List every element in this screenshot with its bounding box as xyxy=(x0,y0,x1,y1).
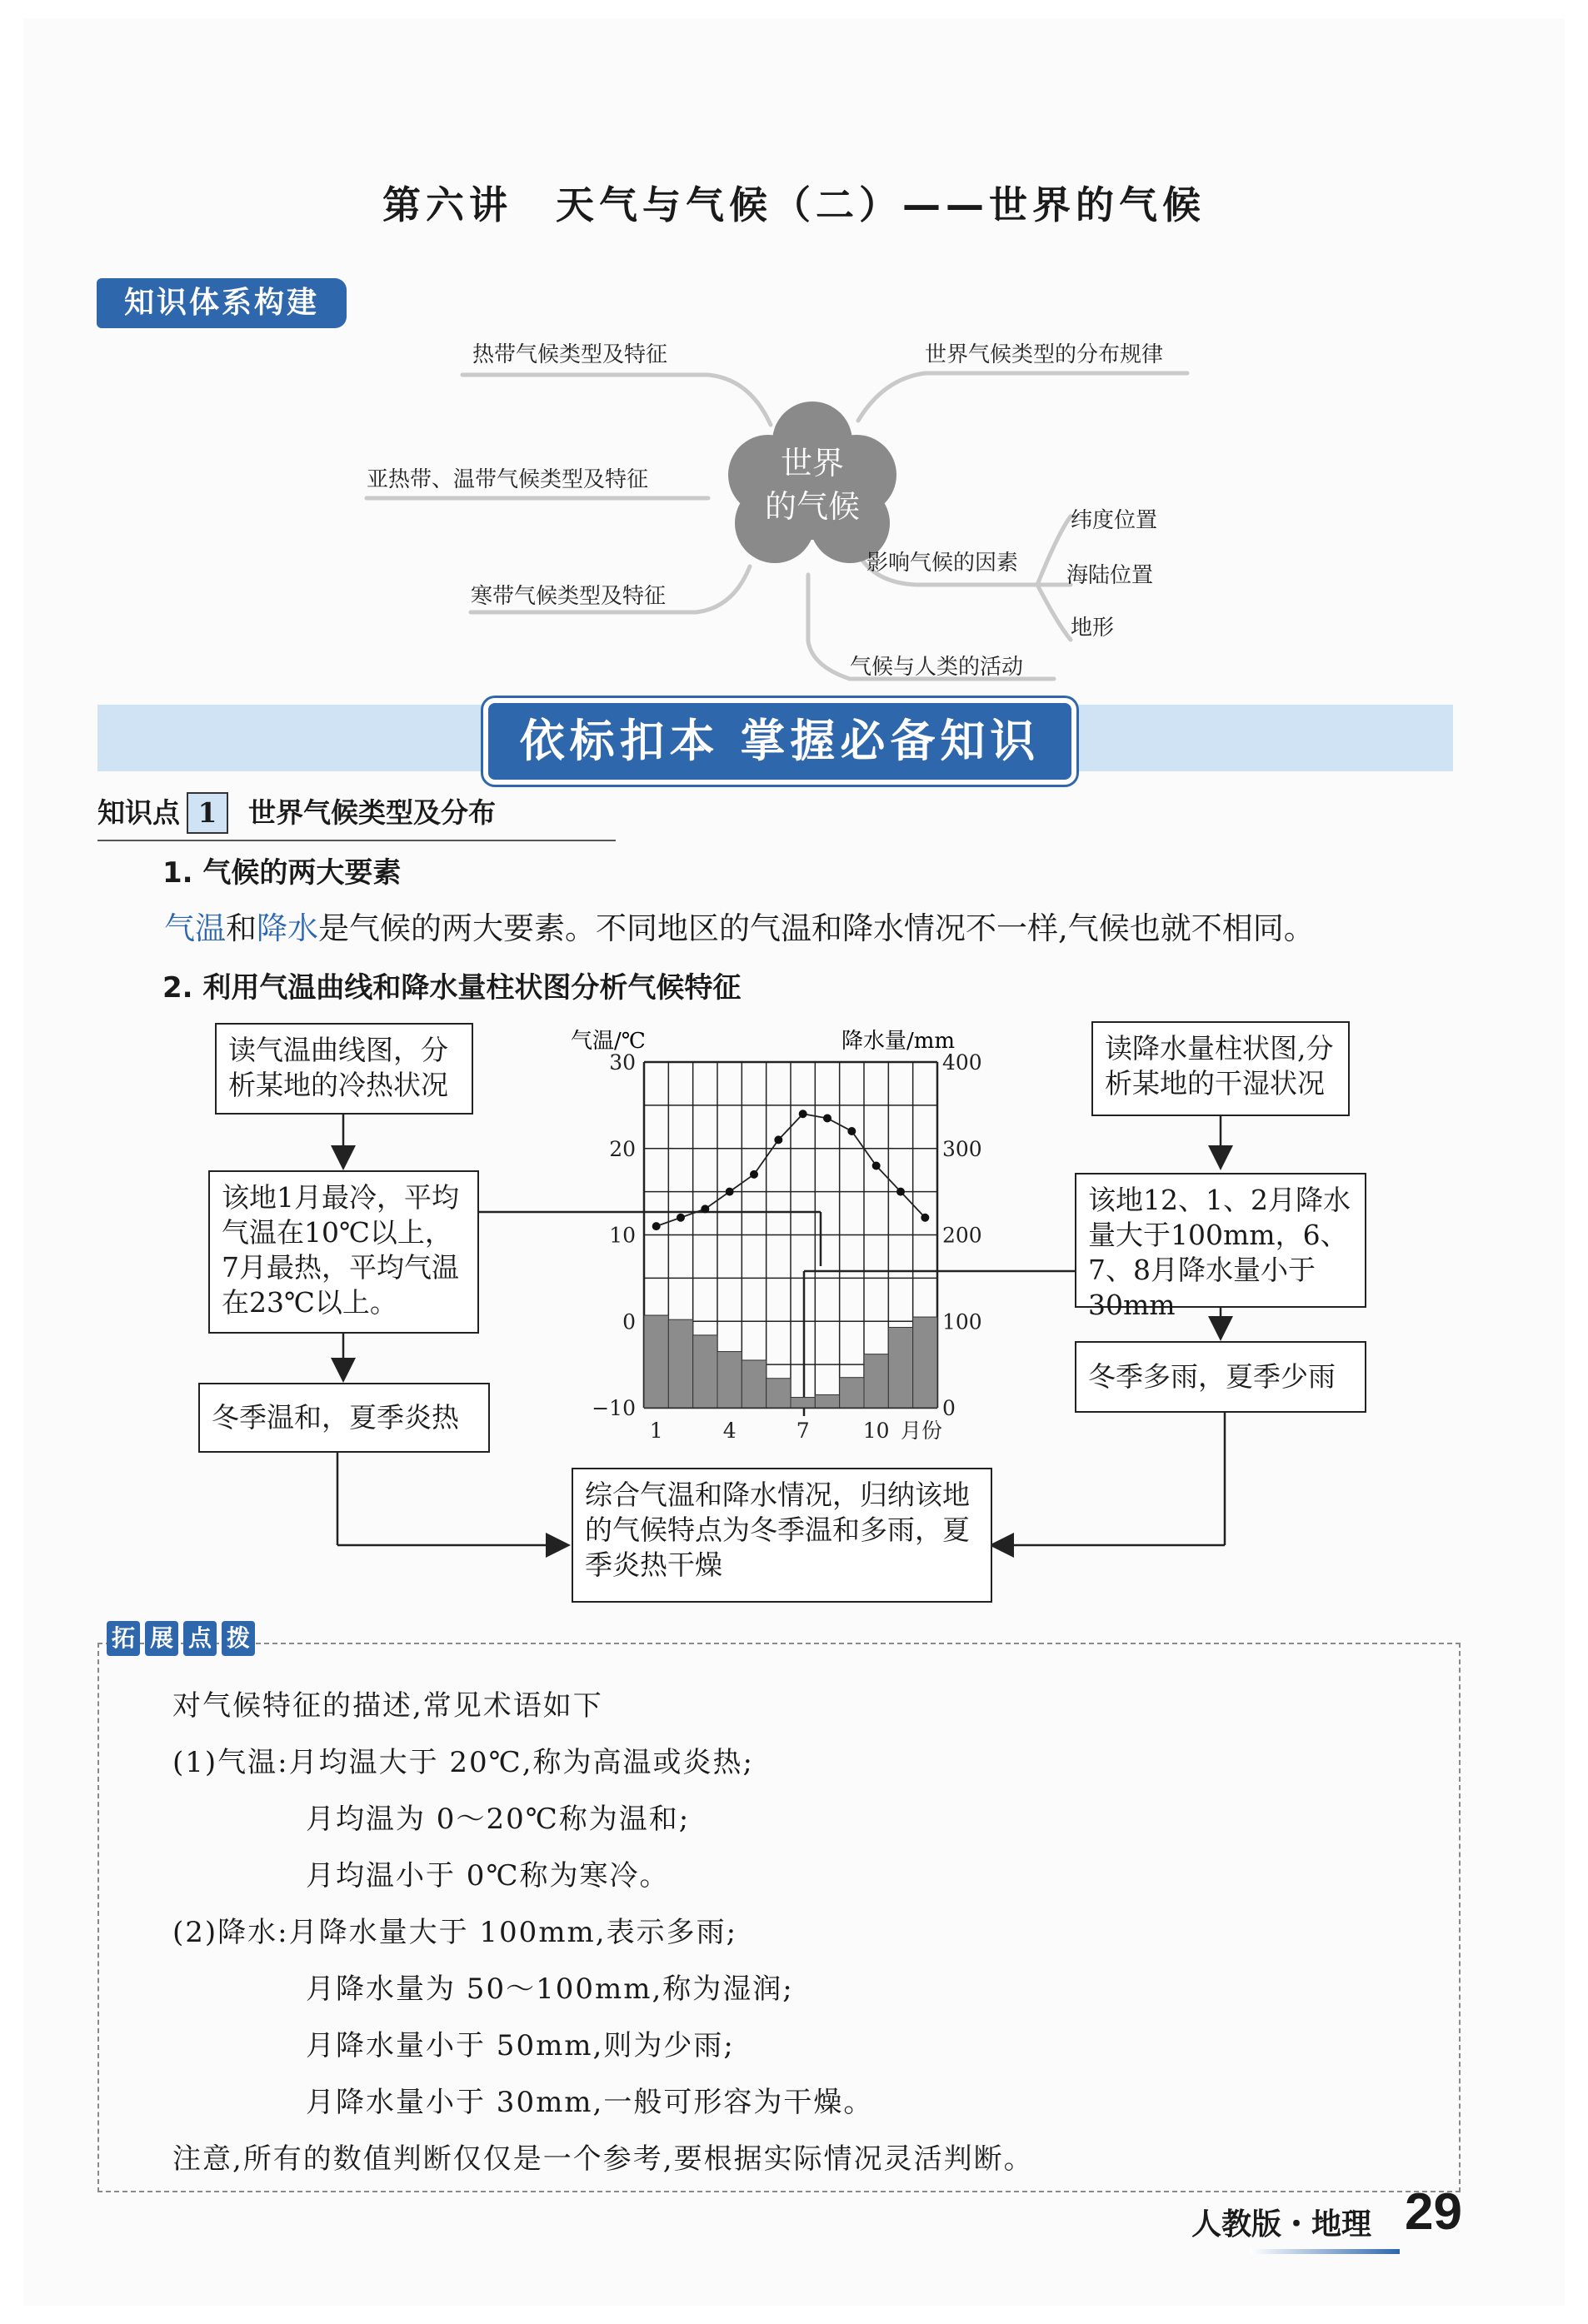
left-tick-label: −10 xyxy=(592,1396,636,1420)
climate-chart xyxy=(567,1025,1000,1458)
precipitation-bar xyxy=(888,1328,912,1408)
section1-rest: 是气候的两大要素。不同地区的气温和降水情况不一样,气候也就不相同。 xyxy=(318,910,1315,946)
section-banner-text: 依标扣本 掌握必备知识 xyxy=(519,715,1041,767)
knowledge-point-number: 1 xyxy=(187,792,228,834)
right-tick-label: 100 xyxy=(942,1309,982,1334)
section2-heading: 2. 利用气温曲线和降水量柱状图分析气候特征 xyxy=(162,971,742,1005)
precipitation-bar xyxy=(864,1354,888,1408)
ext-tag-char-3: 点 xyxy=(183,1621,217,1656)
term-temperature: 气温 xyxy=(164,910,226,946)
left-tick-label: 0 xyxy=(622,1309,636,1334)
page-number: 29 xyxy=(1405,2183,1462,2241)
branch-factors: 影响气候的因素 xyxy=(866,551,1019,576)
footer-brand: 人教版・地理 xyxy=(1191,2207,1372,2242)
precipitation-bar xyxy=(668,1319,692,1408)
ext-line-2: (1)气温:月均温大于 20℃,称为高温或炎热; xyxy=(172,1746,754,1779)
precipitation-bar xyxy=(791,1398,815,1408)
knowledge-system-label: 知识体系构建 xyxy=(97,278,347,328)
temperature-point xyxy=(726,1188,734,1196)
left-tick-label: 20 xyxy=(609,1136,636,1161)
temperature-point xyxy=(677,1214,685,1222)
extension-tag xyxy=(107,1621,260,1663)
branch-frigid: 寒带气候类型及特征 xyxy=(471,584,667,609)
branch-tropical: 热带气候类型及特征 xyxy=(472,342,668,367)
term-precipitation: 降水 xyxy=(257,910,318,946)
x-unit-label: 月份 xyxy=(901,1419,943,1443)
term-connector: 和 xyxy=(226,910,257,946)
precipitation-bar xyxy=(742,1360,766,1408)
ext-line-7: 月降水量小于 50mm,则为少雨; xyxy=(306,2029,735,2062)
temperature-point xyxy=(896,1188,905,1196)
temperature-point xyxy=(847,1127,856,1135)
left-tick-label: 10 xyxy=(609,1223,636,1248)
precipitation-bar xyxy=(840,1378,864,1408)
box-temperature-result: 冬季温和，夏季炎热 xyxy=(198,1383,490,1453)
ext-tag-char-1: 拓 xyxy=(107,1621,140,1656)
knowledge-point-prefix: 知识点 xyxy=(97,796,180,829)
x-tick-label: 7 xyxy=(796,1419,810,1443)
factor-latitude: 纬度位置 xyxy=(1071,508,1158,533)
branch-distribution: 世界气候类型的分布规律 xyxy=(925,342,1164,367)
section1-heading: 1. 气候的两大要素 xyxy=(162,856,402,890)
right-tick-label: 0 xyxy=(942,1396,956,1420)
ext-tag-char-4: 拨 xyxy=(222,1621,255,1656)
temperature-point xyxy=(774,1135,782,1144)
box-summary: 综合气温和降水情况，归纳该地的气候特点为冬季温和多雨，夏季炎热干燥 xyxy=(572,1468,992,1603)
box-precipitation-result: 冬季多雨，夏季少雨 xyxy=(1075,1341,1366,1413)
precipitation-bar xyxy=(693,1335,717,1408)
x-tick-label: 4 xyxy=(722,1419,737,1443)
x-tick-label: 1 xyxy=(649,1419,663,1443)
factor-terrain: 地形 xyxy=(1071,616,1115,641)
temperature-point xyxy=(872,1162,881,1170)
box-temperature-detail: 该地1月最冷，平均气温在10℃以上，7月最热，平均气温在23℃以上。 xyxy=(208,1170,479,1334)
x-tick-label: 10 xyxy=(862,1419,890,1443)
ext-line-3: 月均温为 0～20℃称为温和; xyxy=(306,1803,691,1836)
temperature-point xyxy=(799,1110,807,1118)
ext-line-5: (2)降水:月降水量大于 100mm,表示多雨; xyxy=(172,1916,738,1949)
temperature-point xyxy=(921,1214,929,1222)
ext-line-4: 月均温小于 0℃称为寒冷。 xyxy=(306,1859,670,1893)
right-axis-label: 降水量/mm xyxy=(841,1029,956,1054)
temperature-point xyxy=(701,1204,709,1213)
branch-human: 气候与人类的活动 xyxy=(850,655,1024,680)
ext-line-6: 月降水量为 50～100mm,称为湿润; xyxy=(306,1972,794,2006)
page-title: 第六讲 天气与气候（二）——世界的气候 xyxy=(382,182,1206,227)
ext-line-8: 月降水量小于 30mm,一般可形容为干燥。 xyxy=(306,2086,874,2119)
branch-subtropical: 亚热带、温带气候类型及特征 xyxy=(367,467,649,492)
box-precipitation-detail: 该地12、1、2月降水量大于100mm，6、7、8月降水量小于30mm xyxy=(1075,1173,1366,1308)
knowledge-point-title: 世界气候类型及分布 xyxy=(248,796,496,829)
right-tick-label: 400 xyxy=(942,1050,982,1075)
precipitation-bar xyxy=(717,1352,742,1408)
precipitation-bar xyxy=(767,1379,791,1408)
center-line-2: 的气候 xyxy=(764,488,860,525)
center-line-1: 世界 xyxy=(780,445,844,481)
precipitation-bar xyxy=(913,1317,937,1408)
footer-underline xyxy=(1250,2249,1400,2254)
left-tick-label: 30 xyxy=(609,1050,636,1075)
temperature-point xyxy=(750,1170,758,1179)
right-tick-label: 300 xyxy=(942,1136,982,1161)
precipitation-bar xyxy=(644,1315,668,1408)
box-read-precipitation: 读降水量柱状图,分析某地的干湿状况 xyxy=(1091,1021,1350,1116)
ext-line-1: 对气候特征的描述,常见术语如下 xyxy=(172,1689,603,1723)
right-tick-label: 200 xyxy=(942,1223,982,1248)
temperature-point xyxy=(652,1222,661,1230)
temperature-point xyxy=(823,1114,831,1122)
left-axis-label: 气温/℃ xyxy=(571,1029,646,1054)
box-read-temperature: 读气温曲线图，分析某地的冷热状况 xyxy=(215,1023,473,1115)
ext-tag-char-2: 展 xyxy=(145,1621,178,1656)
precipitation-bar xyxy=(815,1394,839,1408)
factor-land-sea: 海陆位置 xyxy=(1066,563,1154,588)
ext-line-9: 注意,所有的数值判断仅仅是一个参考,要根据实际情况灵活判断。 xyxy=(172,2142,1034,2176)
